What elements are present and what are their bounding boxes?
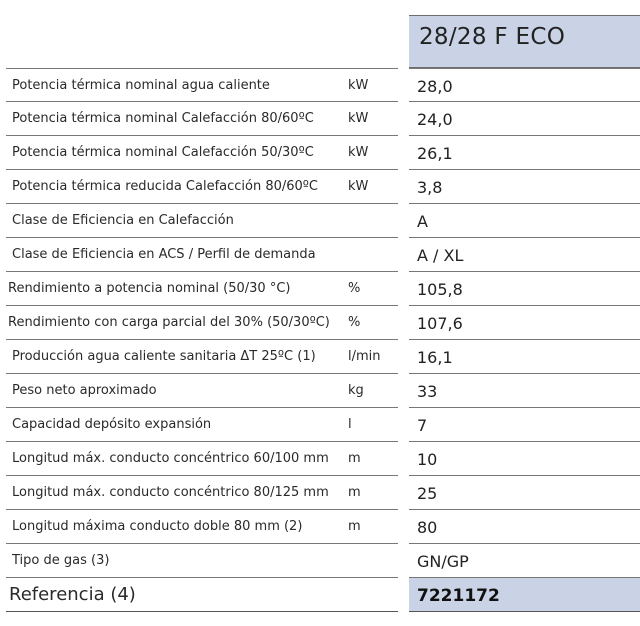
row-unit: l (348, 417, 352, 432)
table-row (0, 510, 640, 544)
table-row (0, 272, 640, 306)
row-unit: kW (348, 145, 369, 160)
table-row (0, 204, 640, 238)
row-label: Capacidad depósito expansión (12, 417, 212, 432)
row-label: Potencia térmica nominal Calefacción 80/60ºC (12, 111, 314, 126)
table-row (0, 306, 640, 340)
row-value: 16,1 (417, 348, 453, 367)
row-unit: kW (348, 111, 369, 126)
reference-row (0, 578, 640, 612)
row-value: 25 (417, 484, 438, 503)
row-unit: kW (348, 78, 369, 93)
row-value: 33 (417, 382, 438, 401)
row-value: 107,6 (417, 314, 463, 333)
row-label: Potencia térmica nominal Calefacción 50/30ºC (12, 145, 314, 160)
row-label: Clase de Eficiencia en Calefacción (12, 213, 234, 228)
row-value: 10 (417, 450, 438, 469)
row-value: 24,0 (417, 110, 453, 129)
table-row (0, 68, 640, 102)
row-unit: m (348, 451, 361, 466)
row-value: 105,8 (417, 280, 463, 299)
row-label: Longitud máx. conducto concéntrico 60/100 mm (12, 451, 329, 466)
table-row (0, 340, 640, 374)
row-label: Rendimiento con carga parcial del 30% (50/30ºC) (8, 315, 330, 330)
table-row (0, 170, 640, 204)
table-row (0, 238, 640, 272)
row-value: 3,8 (417, 178, 443, 197)
row-label: Rendimiento a potencia nominal (50/30 °C) (8, 281, 291, 296)
row-value: GN/GP (417, 552, 469, 571)
reference-label: Referencia (4) (9, 584, 136, 605)
spec-table (0, 68, 640, 612)
row-label: Tipo de gas (3) (12, 553, 110, 568)
reference-value: 7221172 (417, 586, 500, 606)
row-label: Potencia térmica reducida Calefacción 80/60ºC (12, 179, 319, 194)
row-value: A (417, 212, 428, 231)
table-row (0, 442, 640, 476)
row-label: Producción agua caliente sanitaria ΔT 25ºC (1) (12, 349, 316, 364)
table-row (0, 374, 640, 408)
row-label: Longitud máx. conducto concéntrico 80/125 mm (12, 485, 329, 500)
row-label: Clase de Eficiencia en ACS / Perfil de demanda (12, 247, 316, 262)
row-value: 7 (417, 416, 428, 435)
row-label: Peso neto aproximado (12, 383, 157, 398)
row-unit: kW (348, 179, 369, 194)
table-row (0, 408, 640, 442)
table-row (0, 136, 640, 170)
row-value: 28,0 (417, 77, 453, 96)
row-unit: m (348, 519, 361, 534)
row-value: A / XL (417, 246, 464, 265)
table-row (0, 102, 640, 136)
row-unit: % (348, 315, 361, 330)
table-row (0, 476, 640, 510)
row-unit: m (348, 485, 361, 500)
row-label: Potencia térmica nominal agua caliente (12, 78, 270, 93)
row-unit: l/min (348, 349, 381, 364)
row-unit: kg (348, 383, 364, 398)
model-header (409, 15, 640, 68)
row-label: Longitud máxima conducto doble 80 mm (2) (12, 519, 303, 534)
row-unit: % (348, 281, 361, 296)
model-name: 28/28 F ECO (419, 24, 566, 50)
table-row (0, 544, 640, 578)
row-value: 26,1 (417, 144, 453, 163)
row-value: 80 (417, 518, 438, 537)
